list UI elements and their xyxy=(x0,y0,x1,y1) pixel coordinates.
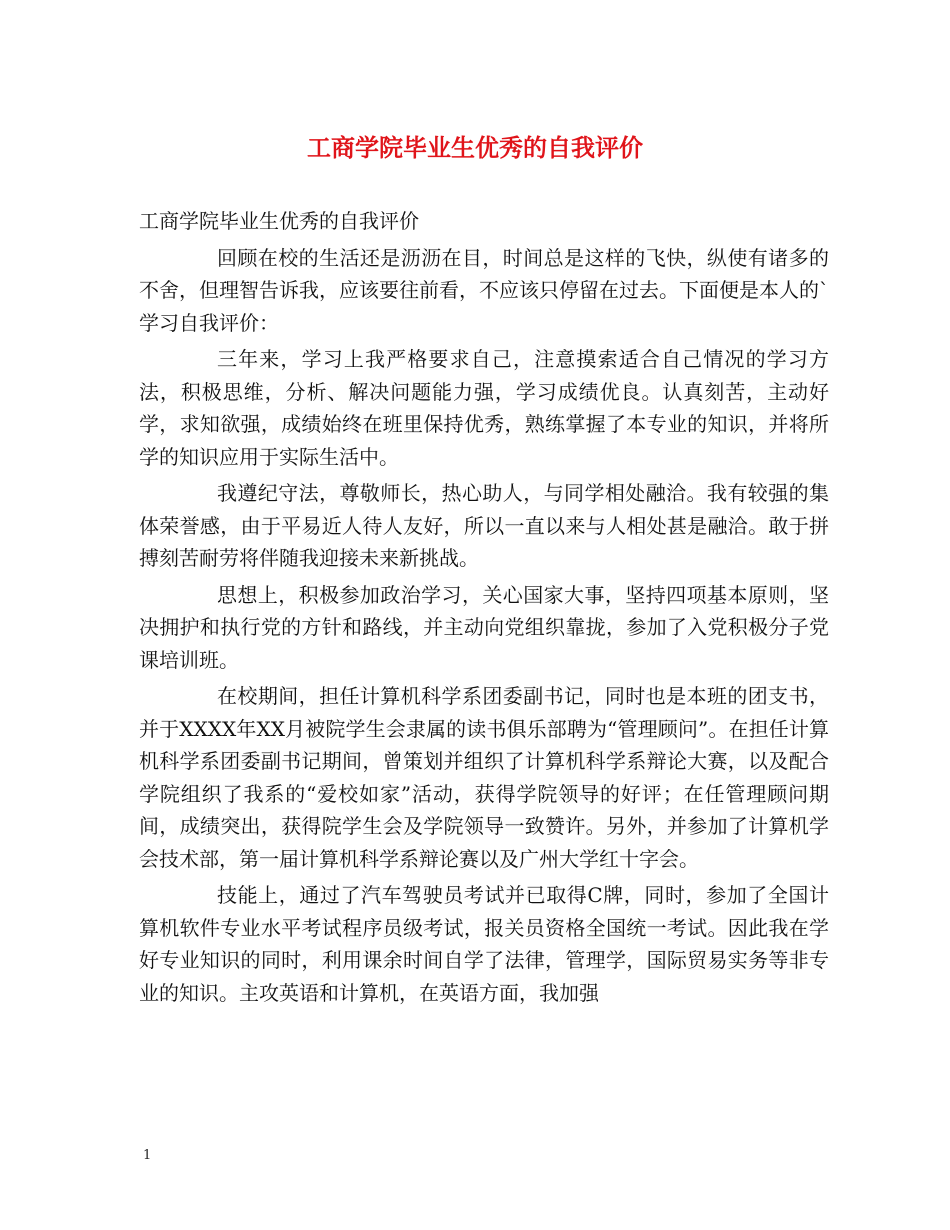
paragraph-skills: 技能上，通过了汽车驾驶员考试并已取得C牌，同时，参加了全国计算机软件专业水平考试程序员级考试，报关员资格全国统一考试。因此我在学好专业知识的同时，利用课余时间自学了法律，管理学，国际贸易实务等非专业的知识。主攻英语和计算机，在英语方面，我加强 xyxy=(139,883,829,1005)
subtitle-paragraph: 工商学院毕业生优秀的自我评价 xyxy=(139,209,419,233)
paragraph-positions: 在校期间，担任计算机科学系团委副书记，同时也是本班的团支书，并于XXXX年XX月被院学生会隶属的读书俱乐部聘为“管理顾问”。在担任计算机科学系团委副书记期间，曾策划并组织了计算机科学系辩论大赛，以及配合学院组织了我系的“爱校如家”活动，获得学院领导的好评；在任管理顾问期间，成绩突出，获得院学生会及学院领导一致赞许。另外，并参加了计算机学会技术部，第一届计算机科学系辩论赛以及广州大学红十字会。 xyxy=(139,684,829,871)
paragraph-conduct: 我遵纪守法，尊敬师长，热心助人，与同学相处融洽。我有较强的集体荣誉感，由于平易近人待人友好，所以一直以来与人相处甚是融洽。敢于拼搏刻苦耐劳将伴随我迎接未来新挑战。 xyxy=(139,481,829,570)
paragraph-study: 三年来，学习上我严格要求自己，注意摸索适合自己情况的学习方法，积极思维，分析、解决问题能力强，学习成绩优良。认真刻苦，主动好学，求知欲强，成绩始终在班里保持优秀，熟练掌握了本专业的知识，并将所学的知识应用于实际生活中。 xyxy=(139,347,829,469)
paragraph-intro: 回顾在校的生活还是沥沥在目，时间总是这样的飞快，纵使有诸多的不舍，但理智告诉我，应该要往前看，不应该只停留在过去。下面便是本人的`学习自我评价： xyxy=(139,245,829,335)
page-number: 1 xyxy=(143,1148,152,1163)
document-body xyxy=(139,205,829,1013)
document-title: 工商学院毕业生优秀的自我评价 xyxy=(307,134,643,162)
paragraph-politics: 思想上，积极参加政治学习，关心国家大事，坚持四项基本原则，坚决拥护和执行党的方针和路线，并主动向党组织靠拢，参加了入党积极分子党课培训班。 xyxy=(139,582,829,672)
